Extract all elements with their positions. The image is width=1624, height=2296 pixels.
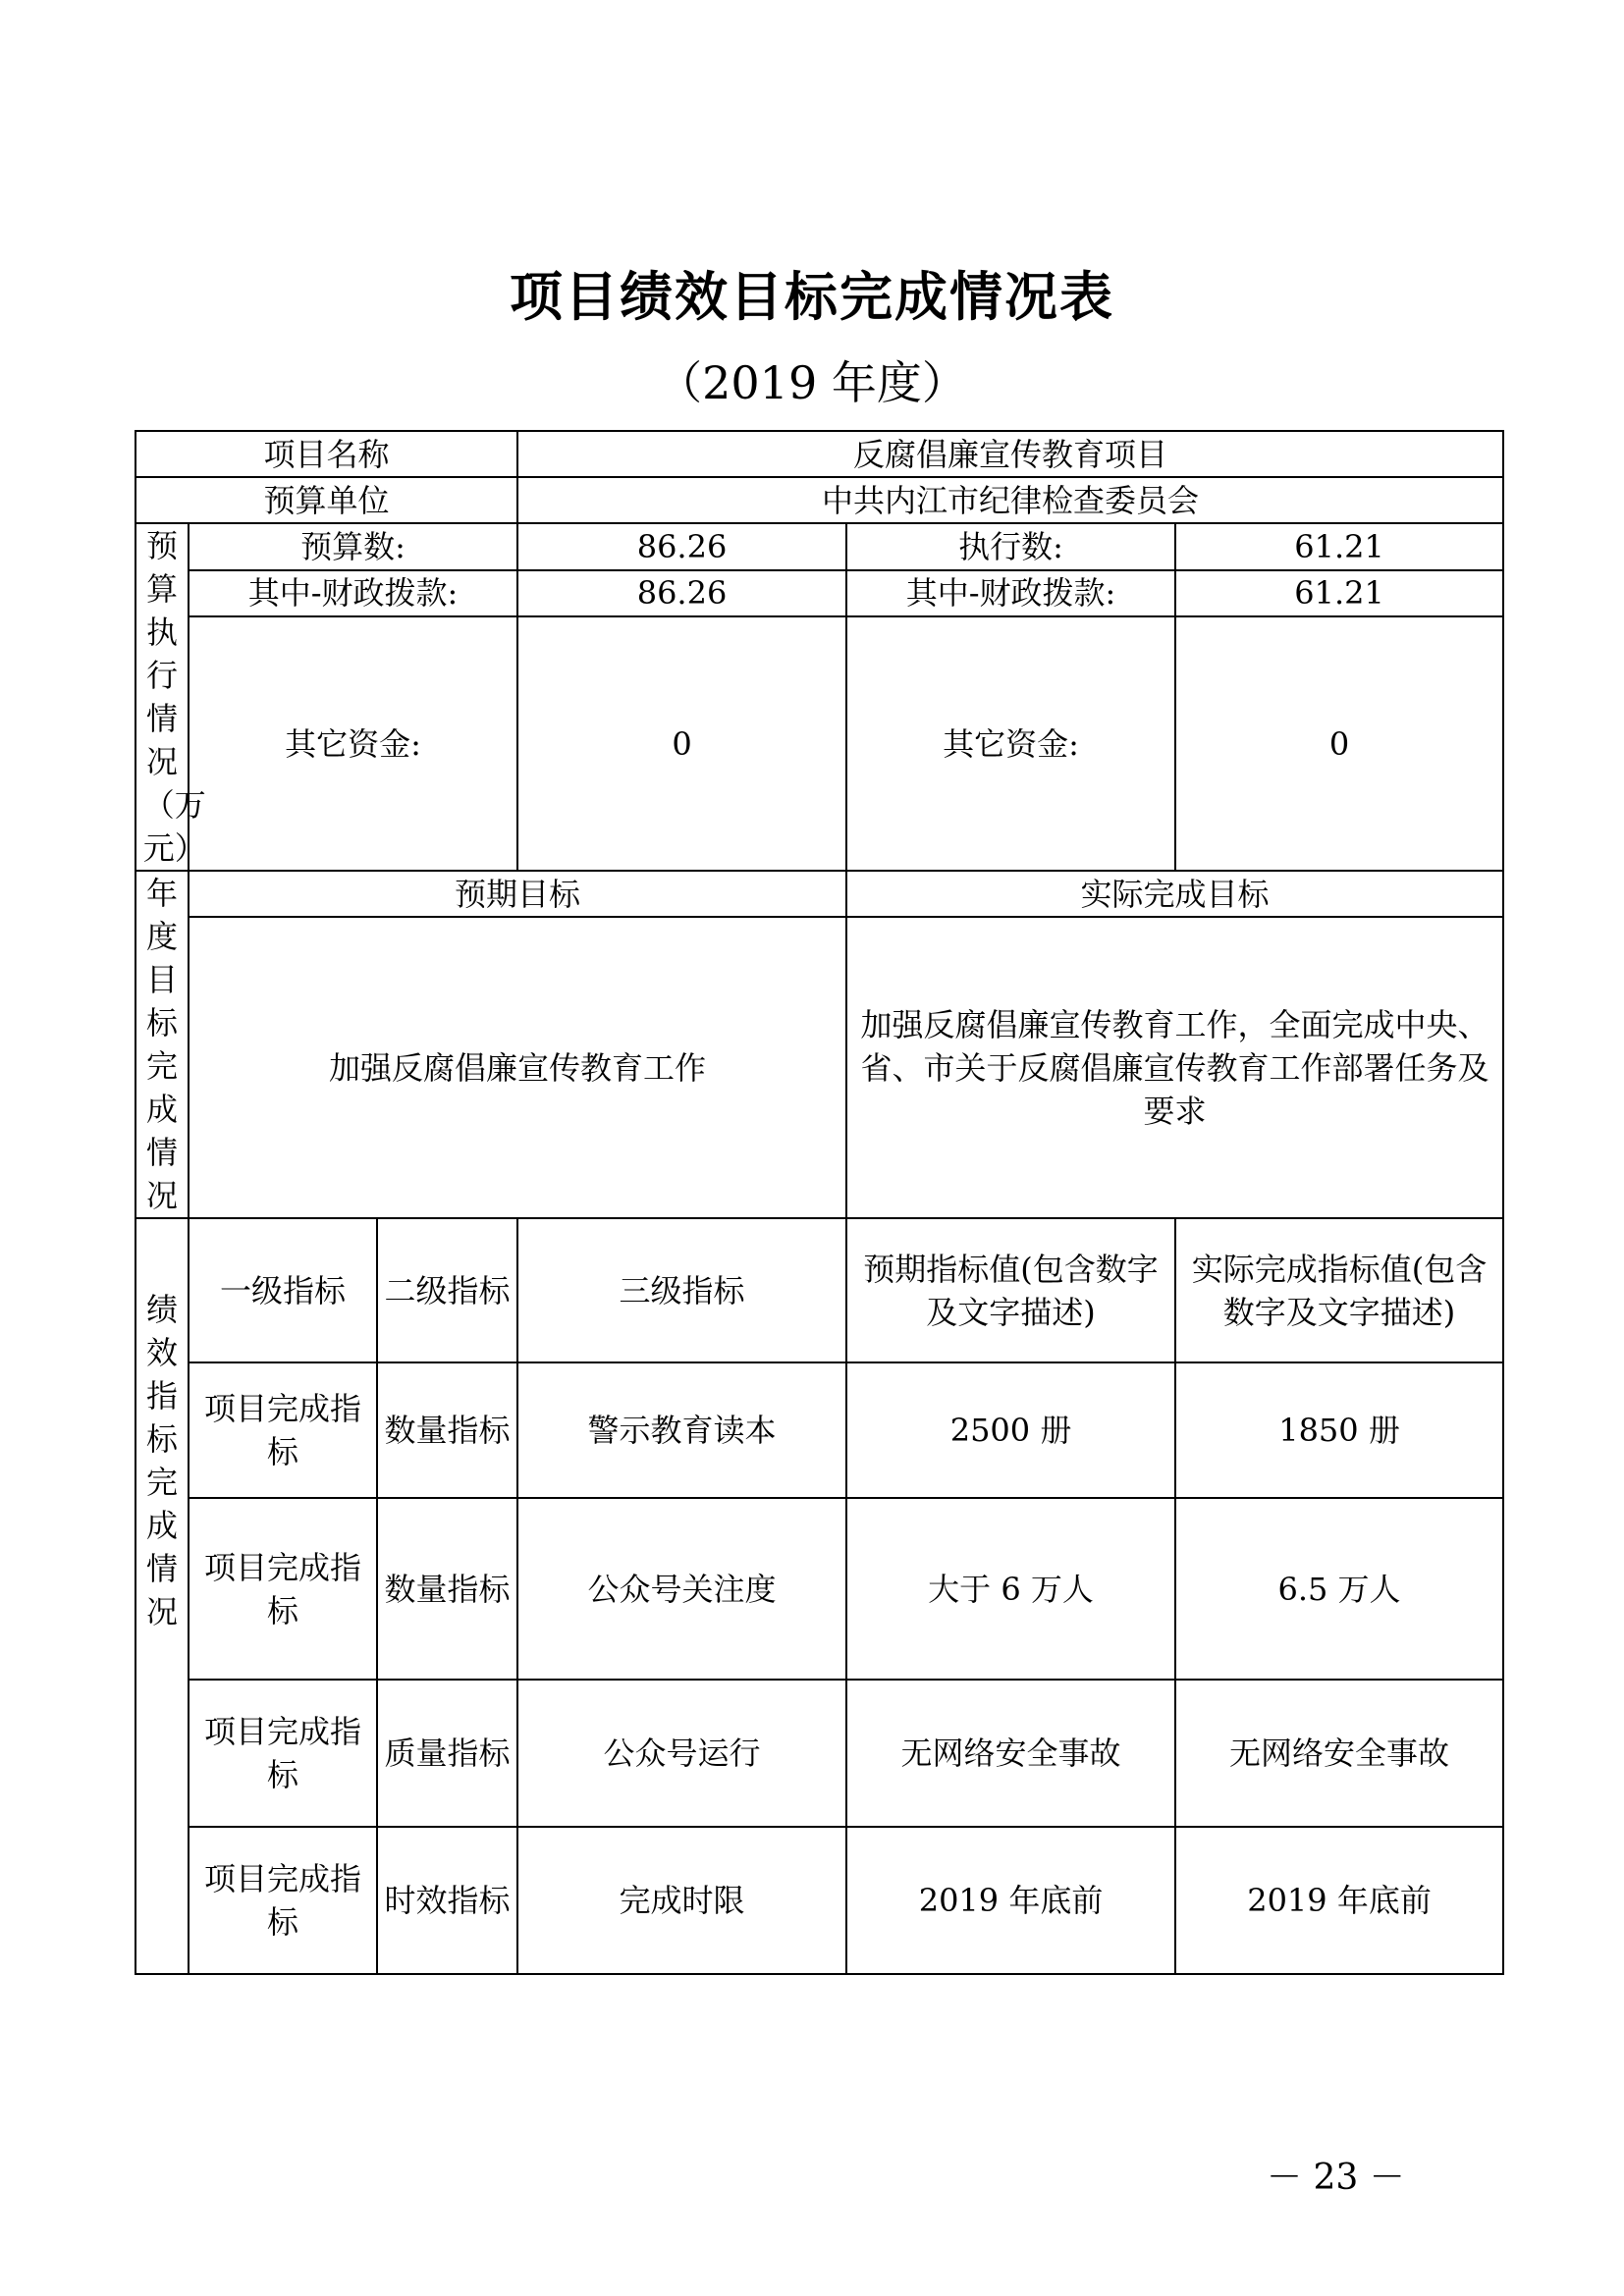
project-name-label: 项目名称 [135, 431, 517, 477]
document-title: 项目绩效目标完成情况表 [510, 266, 1114, 328]
actual-goal-header: 实际完成目标 [846, 871, 1503, 917]
level3-cell: 公众号运行 [517, 1680, 846, 1827]
fiscal-row [135, 570, 1503, 617]
header-expected-value: 预期指标值(包含数字及文字描述) [846, 1218, 1175, 1362]
actual-value-cell: 6.5 万人 [1175, 1498, 1503, 1680]
level1-cell: 项目完成指标 [189, 1362, 377, 1498]
level1-cell: 项目完成指标 [189, 1827, 377, 1974]
budget-unit-label: 预算单位 [135, 477, 517, 523]
header-level1: 一级指标 [189, 1218, 377, 1362]
project-name-row [135, 431, 1503, 477]
expected-value-cell: 大于 6 万人 [846, 1498, 1175, 1680]
document-subtitle: （2019 年度） [657, 356, 967, 409]
project-name-value: 反腐倡廉宣传教育项目 [517, 431, 1503, 477]
expected-value-cell: 无网络安全事故 [846, 1680, 1175, 1827]
expected-goal-text: 加强反腐倡廉宣传教育工作 [189, 917, 846, 1218]
budget-unit-row [135, 477, 1503, 523]
annual-section-label [135, 871, 189, 1218]
annual-section-text: 年度目标完成情况 [145, 875, 178, 1214]
fiscal-budget-label: 其中-财政拨款: [189, 570, 517, 617]
performance-table [135, 430, 1504, 1975]
fiscal-exec-label: 其中-财政拨款: [846, 570, 1175, 617]
other-funds-row [135, 616, 1503, 871]
budget-row [135, 523, 1503, 570]
expected-value-cell: 2019 年底前 [846, 1827, 1175, 1974]
header-level3: 三级指标 [517, 1218, 846, 1362]
other-exec-value: 0 [1175, 616, 1503, 871]
other-budget-value: 0 [517, 616, 846, 871]
budget-section-text: 预算执行情况（万元） [142, 527, 206, 867]
level2-cell: 数量指标 [377, 1362, 517, 1498]
actual-value-cell: 1850 册 [1175, 1362, 1503, 1498]
budget-section-label [135, 523, 206, 871]
budget-amount-value: 86.26 [517, 523, 846, 570]
expected-goal-header: 预期目标 [189, 871, 846, 917]
actual-value-cell: 无网络安全事故 [1175, 1680, 1503, 1827]
page-number: － 23 － [1267, 2158, 1405, 2198]
performance-section-label [135, 1218, 189, 1974]
table-row [135, 1680, 1503, 1827]
actual-goal-text: 加强反腐倡廉宣传教育工作，全面完成中央、省、市关于反腐倡廉宣传教育工作部署任务及要求 [846, 917, 1503, 1218]
indicator-header-row [135, 1218, 1503, 1362]
table-row [135, 1827, 1503, 1974]
annual-header-row [135, 871, 1503, 917]
annual-content-row [135, 917, 1503, 1218]
level2-cell: 数量指标 [377, 1498, 517, 1680]
table-row [135, 1498, 1503, 1680]
performance-section-text: 绩效指标完成情况 [145, 1291, 178, 1630]
table-row [135, 1362, 1503, 1498]
header-actual-value: 实际完成指标值(包含数字及文字描述) [1175, 1218, 1503, 1362]
fiscal-budget-value: 86.26 [517, 570, 846, 617]
expected-value-cell: 2500 册 [846, 1362, 1175, 1498]
level2-cell: 时效指标 [377, 1827, 517, 1974]
exec-amount-label: 执行数: [846, 523, 1175, 570]
budget-unit-value: 中共内江市纪律检查委员会 [517, 477, 1503, 523]
level3-cell: 公众号关注度 [517, 1498, 846, 1680]
budget-amount-label: 预算数: [189, 523, 517, 570]
level1-cell: 项目完成指标 [189, 1680, 377, 1827]
exec-amount-value: 61.21 [1175, 523, 1503, 570]
actual-value-cell: 2019 年底前 [1175, 1827, 1503, 1974]
level2-cell: 质量指标 [377, 1680, 517, 1827]
level3-cell: 警示教育读本 [517, 1362, 846, 1498]
header-level2: 二级指标 [377, 1218, 517, 1362]
other-exec-label: 其它资金: [846, 616, 1175, 871]
level1-cell: 项目完成指标 [189, 1498, 377, 1680]
level3-cell: 完成时限 [517, 1827, 846, 1974]
other-budget-label: 其它资金: [189, 616, 517, 871]
fiscal-exec-value: 61.21 [1175, 570, 1503, 617]
